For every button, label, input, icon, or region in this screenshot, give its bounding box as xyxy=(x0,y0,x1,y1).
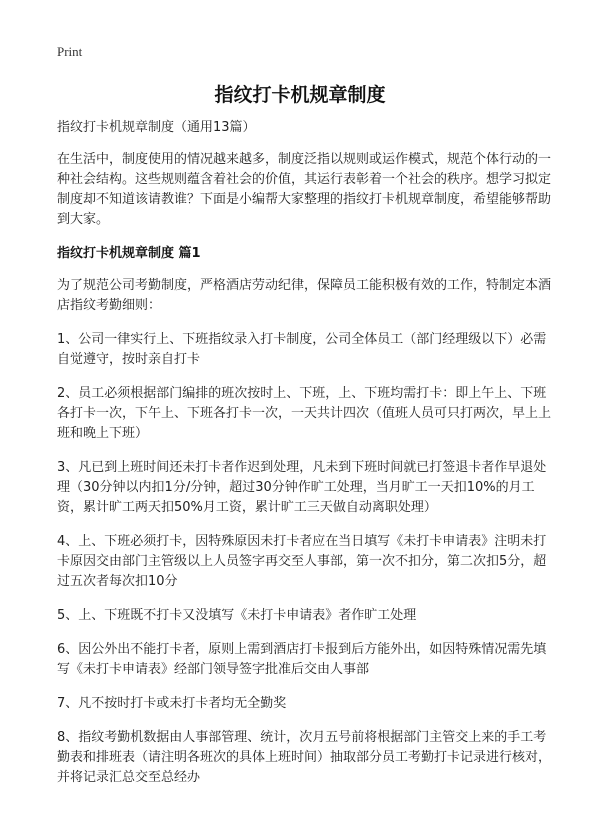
rule-item-8: 8、指纹考勤机数据由人事部管理、统计，次月五号前将根据部门主管交上来的手工考勤表和排班表（请注明各班次的具体上班时间）抽取部分员工考勤打卡记录进行核对，并将记录汇总交至总经办 xyxy=(57,730,552,785)
print-link[interactable]: Print xyxy=(57,44,83,59)
rule-item-2: 2、员工必须根据部门编排的班次按时上、下班，上、下班均需打卡：即上午上、下班各打卡一次，下午上、下班各打卡一次，一天共计四次（值班人员可只打两次，早上上班和晚上下班） xyxy=(57,386,552,441)
rule-item-6: 6、因公外出不能打卡者，原则上需到酒店打卡报到后方能外出，如因特殊情况需先填写《未打卡申请表》经部门领导签字批准后交由人事部 xyxy=(57,642,547,677)
intro-paragraph: 在生活中，制度使用的情况越来越多，制度泛指以规则或运作模式，规范个体行动的一种社会结构。这些规则蕴含着社会的价值，其运行表彰着一个社会的秩序。想学习拟定制度却不知道该请教谁？下面是小编帮大家整理的指纹打卡机规章制度，希望能够帮助到大家。 xyxy=(57,152,552,227)
section-heading: 指纹打卡机规章制度 篇1 xyxy=(57,246,201,261)
rule-item-4: 4、上、下班必须打卡，因特殊原因未打卡者应在当日填写《未打卡申请表》注明未打卡原因交由部门主管级以上人员签字再交至人事部，第一次不扣分，第二次扣5分，超过五次者每次扣10分 xyxy=(57,534,547,589)
page-title: 指纹打卡机规章制度 xyxy=(214,84,386,106)
rule-item-1: 1、公司一律实行上、下班指纹录入打卡制度，公司全体员工（部门经理级以下）必需自觉遵守，按时亲自打卡 xyxy=(57,332,547,367)
doc-subtitle: 指纹打卡机规章制度（通用13篇） xyxy=(57,120,256,135)
section-intro-paragraph: 为了规范公司考勤制度，严格酒店劳动纪律，保障员工能积极有效的工作，特制定本酒店指纹考勤细则： xyxy=(57,278,552,313)
rule-item-3: 3、凡已到上班时间还未打卡者作迟到处理，凡未到下班时间就已打签退卡者作早退处理（30分钟以内扣1分/分钟，超过30分钟作旷工处理，当月旷工一天扣10%的月工资，累计旷工两天扣50%月工资，累计旷工三天做自动离职处理） xyxy=(57,460,547,515)
rule-item-7: 7、凡不按时打卡或未打卡者均无全勤奖 xyxy=(57,696,287,711)
rule-item-5: 5、上、下班既不打卡又没填写《未打卡申请表》者作旷工处理 xyxy=(57,608,417,623)
document-body xyxy=(57,118,552,802)
